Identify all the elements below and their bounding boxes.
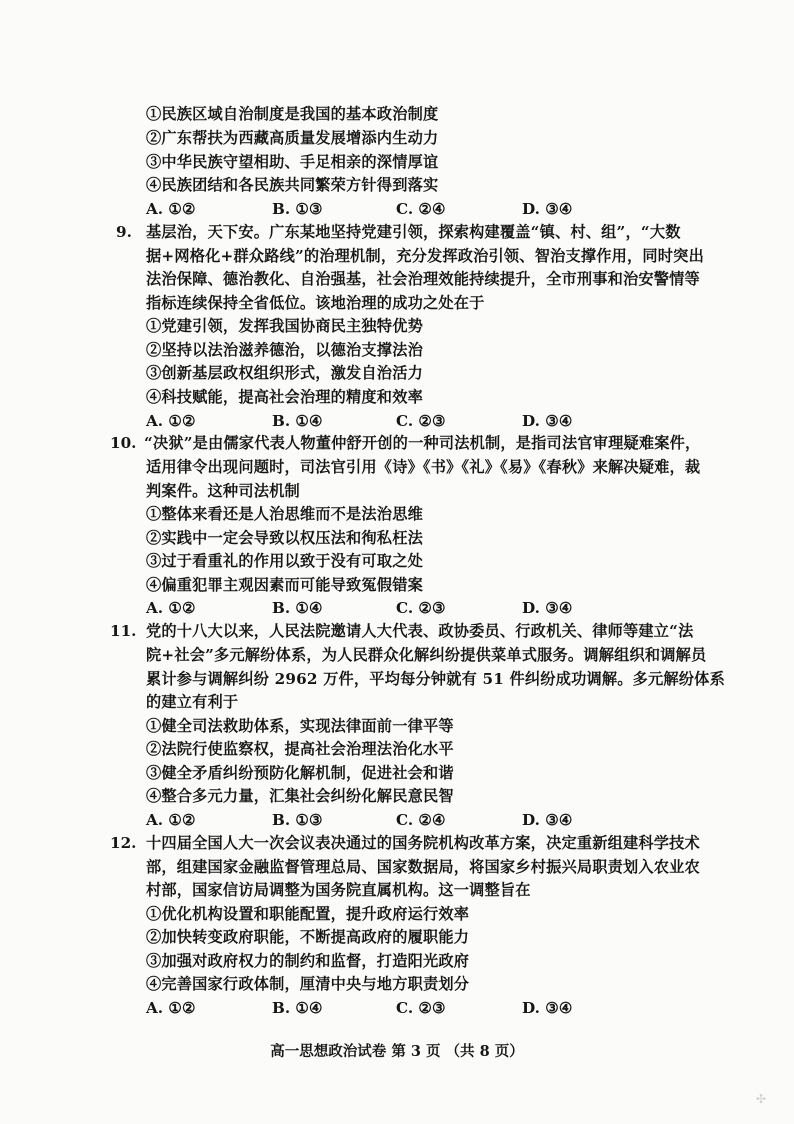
q12-option-1: ①优化机构设置和职能配置，提升政府运行效率: [146, 905, 470, 923]
q10-choice-a: A. ①②: [146, 599, 196, 617]
q10-choices: [146, 597, 646, 619]
q8-choice-b: B. ①③: [272, 200, 323, 218]
q12-number: 12.: [110, 834, 137, 852]
q9-stem-line-3: 法治保障、德治教化、自治强基，社会治理效能持续提升，全市刑事和治安警情等: [146, 270, 700, 288]
q9-stem-line-1: 基层治，天下安。广东某地坚持党建引领，探索构建覆盖“镇、村、组”，“大数: [146, 223, 681, 241]
q10-choice-b: B. ①④: [272, 599, 323, 617]
q11-stem-line-2: 院+社会”多元解纷体系，为人民群众化解纠纷提供菜单式服务。调解组织和调解员: [146, 646, 707, 664]
q8-option-4: ④民族团结和各民族共同繁荣方针得到落实: [146, 176, 439, 194]
q9-number: 9.: [116, 223, 132, 241]
scan-corner-mark-icon: ✣: [756, 1092, 767, 1106]
q11-choice-a: A. ①②: [146, 811, 196, 829]
q10-stem-line-3: 判案件。这种司法机制: [146, 482, 300, 500]
q12-choices: [146, 997, 646, 1019]
q9-choice-d: D. ③④: [522, 412, 573, 430]
q12-option-3: ③加强对政府权力的制约和监督，打造阳光政府: [146, 952, 470, 970]
q11-stem-line-4: 的建立有利于: [146, 693, 239, 711]
q8-option-3: ③中华民族守望相助、手足相亲的深情厚谊: [146, 153, 439, 171]
q12-stem-line-2: 部，组建国家金融监督管理总局、国家数据局，将国家乡村振兴局职责划入农业农: [146, 858, 700, 876]
q12-choice-d: D. ③④: [522, 999, 573, 1017]
q11-number: 11.: [110, 622, 137, 640]
q9-option-1: ①党建引领，发挥我国协商民主独特优势: [146, 317, 423, 335]
q12-choice-a: A. ①②: [146, 999, 196, 1017]
q12-option-4: ④完善国家行政体制，厘清中央与地方职责划分: [146, 975, 470, 993]
q8-choice-a: A. ①②: [146, 200, 196, 218]
q11-choice-d: D. ③④: [522, 811, 573, 829]
q11-choice-c: C. ②④: [396, 811, 446, 829]
q9-stem-line-2: 据+网格化+群众路线”的治理机制，充分发挥政治引领、智治支撑作用，同时突出: [146, 247, 704, 265]
q12-choice-b: B. ①④: [272, 999, 323, 1017]
q9-option-4: ④科技赋能，提高社会治理的精度和效率: [146, 388, 423, 406]
q9-choice-c: C. ②③: [396, 412, 446, 430]
q9-stem-line-4: 指标连续保持全省低位。该地治理的成功之处在于: [146, 294, 485, 312]
q11-option-2: ②法院行使监察权，提高社会治理法治化水平: [146, 740, 454, 758]
q10-option-4: ④偏重犯罪主观因素而可能导致冤假错案: [146, 576, 423, 594]
q11-option-4: ④整合多元力量，汇集社会纠纷化解民意民智: [146, 787, 454, 805]
q9-choice-b: B. ①④: [272, 412, 323, 430]
q9-choice-a: A. ①②: [146, 412, 196, 430]
q12-stem-line-3: 村部，国家信访局调整为国务院直属机构。这一调整旨在: [146, 881, 531, 899]
q11-choice-b: B. ①③: [272, 811, 323, 829]
q11-option-3: ③健全矛盾纠纷预防化解机制，促进社会和谐: [146, 764, 454, 782]
q12-stem-line-1: 十四届全国人大一次会议表决通过的国务院机构改革方案，决定重新组建科学技术: [146, 834, 700, 852]
q10-option-3: ③过于看重礼的作用以致于没有可取之处: [146, 552, 423, 570]
q12-choice-c: C. ②③: [396, 999, 446, 1017]
q10-choice-c: C. ②③: [396, 599, 446, 617]
q8-option-2: ②广东帮扶为西藏高质量发展增添内生动力: [146, 129, 439, 147]
q8-choice-c: C. ②④: [396, 200, 446, 218]
q10-stem-line-2: 适用律令出现问题时，司法官引用《诗》《书》《礼》《易》《春秋》来解决疑难，裁: [146, 458, 701, 476]
q9-option-2: ②坚持以法治滋养德治，以德治支撑法治: [146, 341, 423, 359]
q12-option-2: ②加快转变政府职能，不断提高政府的履职能力: [146, 928, 470, 946]
q8-choices: [146, 198, 646, 220]
q11-stem-line-1: 党的十八大以来，人民法院邀请人大代表、政协委员、行政机关、律师等建立“法: [146, 622, 694, 640]
q8-option-1: ①民族区域自治制度是我国的基本政治制度: [146, 105, 439, 123]
page-footer: 高一思想政治试卷 第 3 页 （共 8 页）: [270, 1043, 524, 1060]
q9-choices: [146, 410, 646, 432]
q11-choices: [146, 809, 646, 831]
q8-choice-d: D. ③④: [522, 200, 573, 218]
q11-stem-line-3: 累计参与调解纠纷 2962 万件，平均每分钟就有 51 件纠纷成功调解。多元解纷体系: [146, 670, 725, 688]
q10-number: 10.: [110, 434, 137, 452]
q10-stem-line-1: “决狱”是由儒家代表人物董仲舒开创的一种司法机制，是指司法官审理疑难案件，: [144, 434, 701, 452]
q10-choice-d: D. ③④: [522, 599, 573, 617]
q9-option-3: ③创新基层政权组织形式，激发自治活力: [146, 364, 423, 382]
q11-option-1: ①健全司法救助体系，实现法律面前一律平等: [146, 717, 454, 735]
q10-option-2: ②实践中一定会导致以权压法和徇私枉法: [146, 529, 423, 547]
q10-option-1: ①整体来看还是人治思维而不是法治思维: [146, 505, 423, 523]
